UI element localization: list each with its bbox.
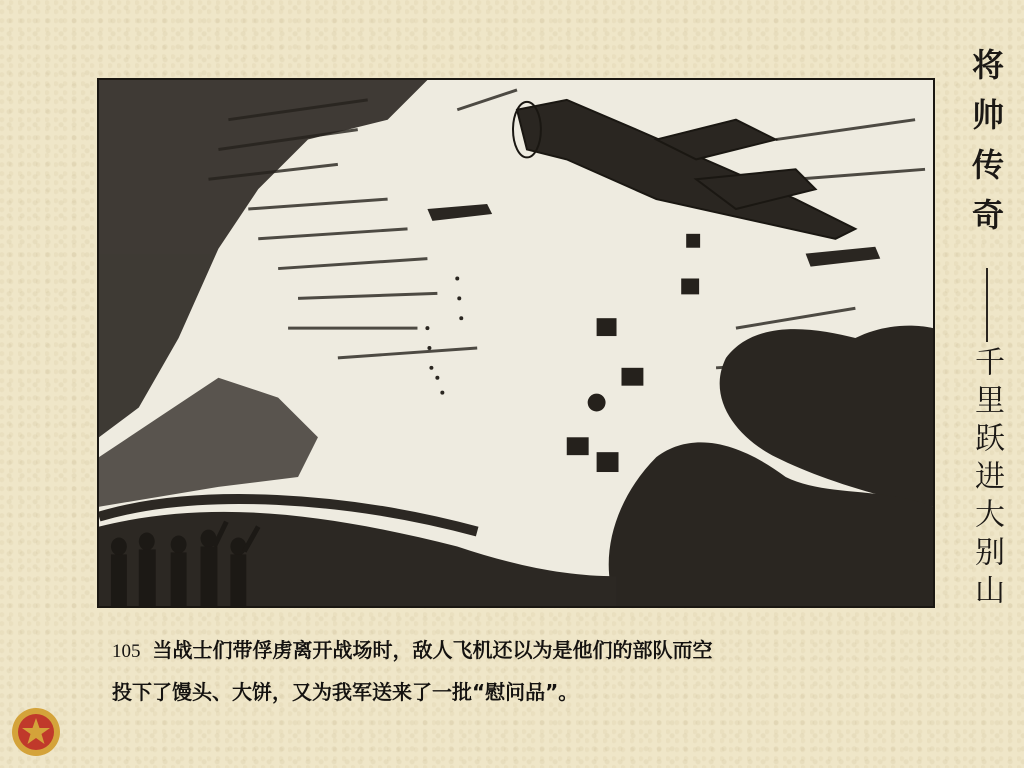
caption (112, 630, 932, 712)
series-subtitle: 千里跃进大别山 (969, 346, 1004, 612)
caption-line-1: 当战士们带俘虏离开战场时，敌人飞机还以为是他们的部队而空 (152, 638, 713, 662)
page-number: 105 (112, 641, 141, 662)
caption-line-2: 投下了馒头、大饼，又为我军送来了一批“慰问品”。 (112, 680, 579, 704)
army-emblem-icon (10, 706, 62, 758)
battle-scene-illustration (99, 80, 933, 606)
illustration-panel (97, 78, 935, 608)
title-dash (986, 268, 988, 342)
series-title: 将帅传奇 (967, 48, 1005, 248)
